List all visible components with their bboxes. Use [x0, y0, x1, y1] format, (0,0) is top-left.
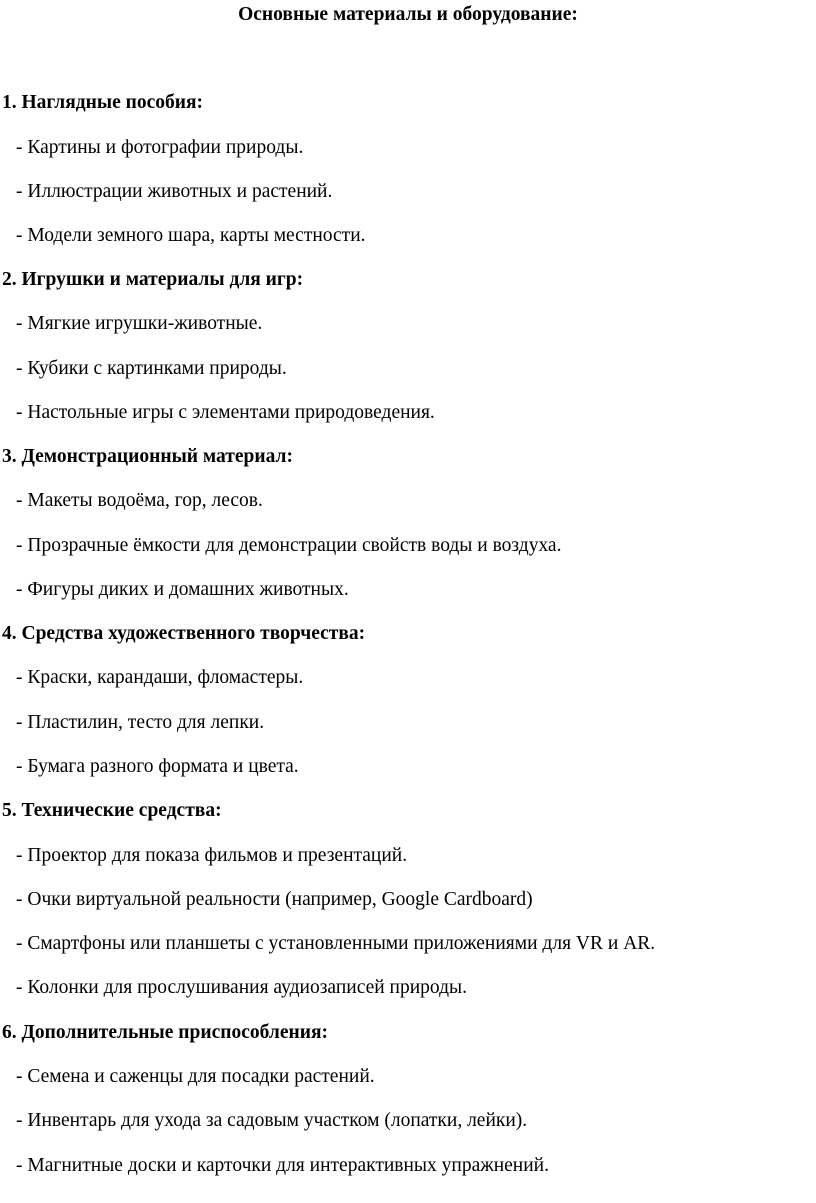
- list-item: - Инвентарь для ухода за садовым участком (лопатки, лейки).: [16, 1110, 528, 1131]
- section-heading-art-supplies: 4. Средства художественного творчества:: [2, 623, 366, 644]
- list-item: - Пластилин, тесто для лепки.: [16, 712, 265, 733]
- section-heading-technical-means: 5. Технические средства:: [2, 800, 222, 821]
- list-item: - Модели земного шара, карты местности.: [16, 225, 366, 246]
- list-item: - Магнитные доски и карточки для интерактивных упражнений.: [16, 1155, 549, 1176]
- list-item: - Прозрачные ёмкости для демонстрации свойств воды и воздуха.: [16, 535, 562, 556]
- list-item: - Очки виртуальной реальности (например, Google Cardboard): [16, 889, 533, 910]
- list-item: - Фигуры диких и домашних животных.: [16, 579, 349, 600]
- list-item: - Смартфоны или планшеты с установленными приложениями для VR и AR.: [16, 933, 656, 954]
- section-heading-additional-tools: 6. Дополнительные приспособления:: [2, 1022, 329, 1043]
- section-heading-toys-games: 2. Игрушки и материалы для игр:: [2, 269, 304, 290]
- list-item: - Кубики с картинками природы.: [16, 358, 287, 379]
- list-item: - Мягкие игрушки-животные.: [16, 313, 263, 334]
- section-heading-demo-material: 3. Демонстрационный материал:: [2, 446, 293, 467]
- document-title: Основные материалы и оборудование:: [238, 4, 578, 25]
- list-item: - Краски, карандаши, фломастеры.: [16, 667, 304, 688]
- list-item: - Макеты водоёма, гор, лесов.: [16, 490, 263, 511]
- list-item: - Семена и саженцы для посадки растений.: [16, 1066, 375, 1087]
- list-item: - Иллюстрации животных и растений.: [16, 181, 333, 202]
- list-item: - Колонки для прослушивания аудиозаписей природы.: [16, 977, 468, 998]
- list-item: - Бумага разного формата и цвета.: [16, 756, 299, 777]
- list-item: - Настольные игры с элементами природоведения.: [16, 402, 435, 423]
- list-item: - Картины и фотографии природы.: [16, 137, 304, 158]
- section-heading-visual-aids: 1. Наглядные пособия:: [2, 92, 204, 113]
- list-item: - Проектор для показа фильмов и презентаций.: [16, 845, 408, 866]
